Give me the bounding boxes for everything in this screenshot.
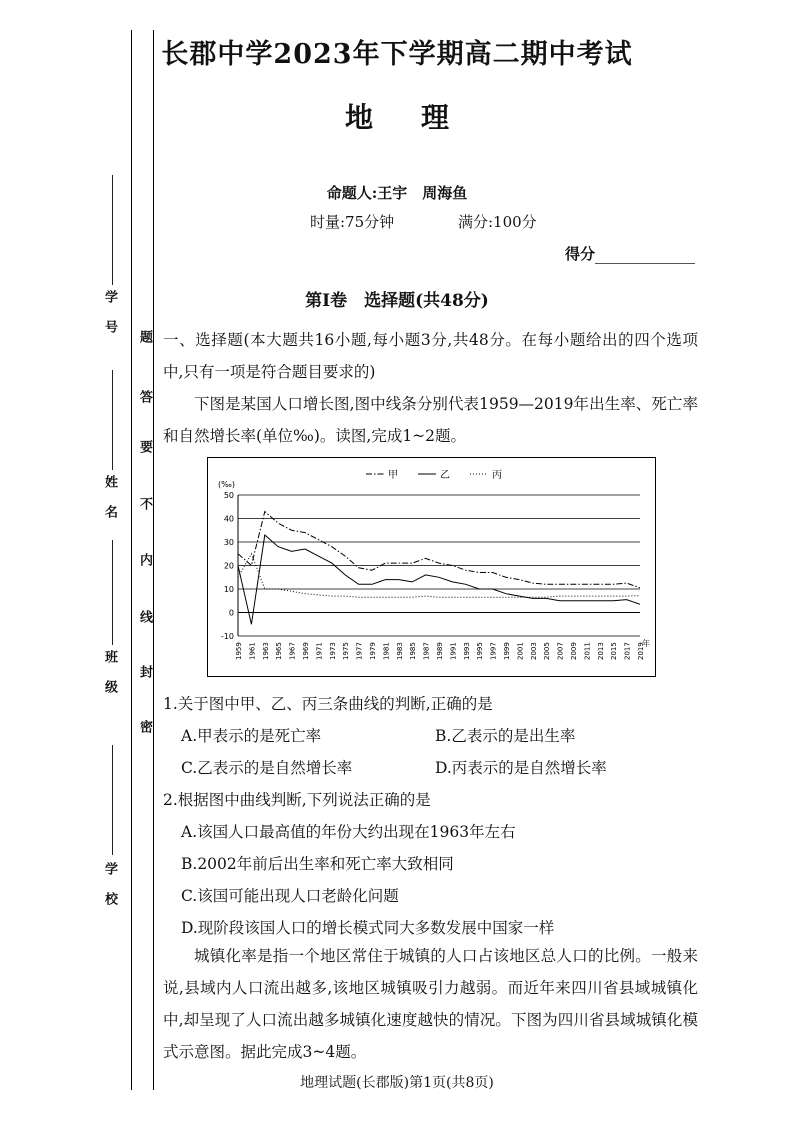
- x-tick-label: 2017: [623, 642, 632, 660]
- x-tick-label: 2011: [583, 642, 592, 660]
- x-tick-label: 1971: [315, 642, 324, 660]
- warning-char: 要: [137, 440, 152, 455]
- series-line-甲: [238, 512, 640, 588]
- population-chart-svg: [208, 458, 655, 676]
- legend-label: 甲: [388, 470, 398, 481]
- x-tick-label: 2007: [556, 642, 565, 660]
- y-tick-label: 30: [223, 538, 234, 547]
- x-tick-label: 1987: [422, 642, 431, 660]
- warning-char: 线: [137, 610, 152, 625]
- x-tick-label: 1977: [355, 642, 364, 660]
- school-label: 学 校: [102, 862, 117, 907]
- x-tick-label: 1967: [288, 642, 297, 660]
- score-label: 得分: [565, 245, 596, 263]
- series-line-乙: [238, 535, 640, 624]
- x-tick-label: 2005: [543, 642, 552, 660]
- legend-label: 乙: [440, 470, 450, 481]
- x-tick-label: 1991: [449, 642, 458, 660]
- q2-option-a[interactable]: A.该国人口最高值的年份大约出现在1963年左右: [181, 823, 516, 841]
- x-tick-label: 1965: [275, 642, 284, 660]
- page-footer: 地理试题(长郡版)第1页(共8页): [300, 1075, 494, 1091]
- y-tick-label: -10: [220, 632, 234, 641]
- x-tick-label: 1997: [489, 642, 498, 660]
- x-tick-label: 1969: [302, 642, 310, 660]
- y-tick-label: 40: [223, 514, 234, 524]
- warning-char: 封: [137, 665, 152, 680]
- question-2-stem: 2.根据图中曲线判断,下列说法正确的是: [163, 791, 431, 809]
- section-instruction: 一、选择题(本大题共16小题,每小题3分,共48分。在每小题给出的四个选项中,只有一项是符合题目要求的): [163, 331, 698, 381]
- x-tick-label: 2019: [637, 642, 645, 660]
- class-line: [112, 540, 113, 645]
- y-tick-label: 20: [223, 561, 234, 571]
- warning-char: 题: [137, 330, 152, 345]
- warning-char: 答: [137, 390, 152, 405]
- q2-option-c[interactable]: C.该国可能出现人口老龄化问题: [181, 887, 399, 905]
- series-line-丙: [238, 554, 640, 597]
- exam-full-score: 满分:100分: [458, 213, 537, 231]
- x-tick-label: 1983: [395, 642, 404, 660]
- q1-option-a[interactable]: A.甲表示的是死亡率: [181, 727, 322, 745]
- subject-title: 地理: [344, 101, 497, 134]
- x-tick-label: 1985: [409, 642, 418, 660]
- x-tick-label: 1973: [328, 642, 337, 660]
- x-tick-label: 1993: [462, 642, 471, 660]
- x-tick-label: 2003: [529, 642, 538, 660]
- legend-label: 丙: [492, 470, 502, 481]
- warning-char: 不: [137, 497, 152, 512]
- q1-option-c[interactable]: C.乙表示的是自然增长率: [181, 759, 353, 777]
- name-label: 姓 名: [102, 475, 117, 520]
- x-tick-label: 2001: [516, 642, 525, 660]
- x-tick-label: 2009: [570, 642, 578, 660]
- x-tick-label: 1999: [503, 642, 511, 660]
- student-id-label: 学 号: [102, 290, 117, 335]
- x-tick-label: 1963: [261, 642, 270, 660]
- exam-title: 长郡中学2023年下学期高二期中考试: [161, 39, 633, 70]
- warning-char: 内: [137, 553, 152, 568]
- y-axis-label: (‰): [218, 480, 235, 489]
- section-title: 第Ⅰ卷 选择题(共48分): [305, 291, 489, 311]
- x-tick-label: 1975: [342, 642, 351, 660]
- author-line: 命题人:王宇 周海鱼: [326, 184, 468, 202]
- q2-option-d[interactable]: D.现阶段该国人口的增长模式同大多数发展中国家一样: [181, 919, 555, 937]
- y-tick-label: 50: [223, 491, 234, 500]
- population-chart: [207, 457, 656, 677]
- x-tick-label: 1981: [382, 642, 391, 660]
- school-line: [112, 745, 113, 855]
- y-tick-label: 10: [223, 585, 234, 594]
- x-tick-label: 1961: [248, 642, 257, 660]
- name-line: [112, 370, 113, 470]
- x-axis-label: 年: [642, 639, 650, 648]
- passage-urbanization: 城镇化率是指一个地区常住于城镇的人口占该地区总人口的比例。一般来说,县域内人口流出越多,该地区城镇吸引力越弱。而近年来四川省县域城镇化中,却呈现了人口流出越多城镇化速度越快的情况。下图为四川省县域城镇化模式示意图。据此完成3~4题。: [163, 947, 698, 1061]
- chart-intro: 下图是某国人口增长图,图中线条分别代表1959—2019年出生率、死亡率和自然增长率(单位‰)。读图,完成1~2题。: [163, 395, 698, 445]
- x-tick-label: 1979: [369, 642, 377, 660]
- q2-option-b[interactable]: B.2002年前后出生率和死亡率大致相同: [181, 855, 454, 873]
- q1-option-b[interactable]: B.乙表示的是出生率: [435, 727, 576, 745]
- exam-time: 时量:75分钟: [310, 213, 395, 231]
- warning-char: 密: [137, 720, 152, 735]
- x-tick-label: 1995: [476, 642, 485, 660]
- x-tick-label: 2015: [610, 642, 619, 660]
- y-tick-label: 0: [228, 608, 234, 618]
- x-tick-label: 1989: [436, 642, 444, 660]
- x-tick-label: 1959: [235, 642, 243, 660]
- question-1-stem: 1.关于图中甲、乙、丙三条曲线的判断,正确的是: [163, 695, 493, 713]
- score-field[interactable]: [565, 243, 695, 264]
- x-tick-label: 2013: [596, 642, 605, 660]
- q1-option-d[interactable]: D.丙表示的是自然增长率: [435, 759, 607, 777]
- score-blank[interactable]: [595, 247, 695, 264]
- class-label: 班 级: [102, 650, 117, 695]
